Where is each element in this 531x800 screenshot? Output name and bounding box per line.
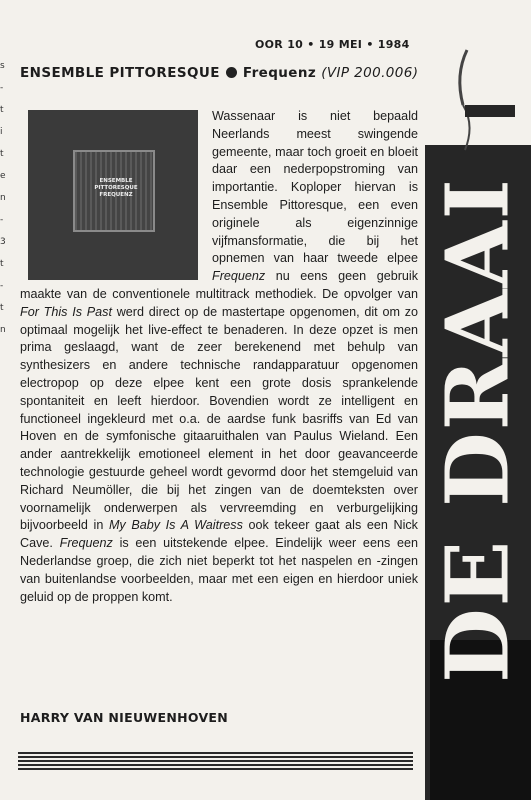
fragment: n: [0, 193, 6, 203]
bullet-icon: [226, 67, 237, 78]
bottom-rule: [18, 752, 413, 770]
cover-lettering: [86, 178, 146, 199]
fragment: -: [0, 281, 4, 291]
fragment: t: [0, 303, 4, 313]
fragment: -: [0, 83, 4, 93]
cover-line: PITTORESQUE: [94, 185, 138, 191]
fragment: e: [0, 171, 6, 181]
fragment: i: [0, 127, 3, 137]
section-logo: DE DRAAI: [427, 177, 529, 683]
album-title-inline: Frequenz: [212, 269, 266, 284]
review-heading: [20, 64, 425, 82]
album-title-inline: Frequenz: [59, 536, 113, 551]
fragment: -: [0, 215, 4, 225]
fragment: t: [0, 259, 4, 269]
body-segment: nu eens geen gebruik maakte van de conventionele multitrack methodiek. De opvolger van: [20, 269, 418, 301]
artist-name: ENSEMBLE PITTORESQUE: [20, 65, 220, 81]
album-cover-image: [28, 110, 198, 280]
previous-album-title: For This Is Past: [20, 304, 112, 319]
review-author: HARRY VAN NIEUWENHOVEN: [20, 710, 229, 725]
cover-line: ENSEMBLE: [99, 178, 133, 184]
section-corner-mark: [445, 45, 515, 155]
adjacent-column-fragments: [0, 55, 12, 341]
catalog-number: (VIP 200.006): [321, 65, 419, 81]
album-title: Frequenz: [242, 65, 317, 81]
cover-line: FREQUENZ: [99, 192, 133, 198]
fragment: 3: [0, 237, 6, 247]
fragment: t: [0, 149, 4, 159]
issue-dateline: OOR 10 • 19 MEI • 1984: [255, 38, 410, 51]
song-title: My Baby Is A Waitress: [108, 518, 243, 533]
body-segment: werd direct op de mastertape opgenomen, dit om zo optimaal mogelijk het live-effect te benaderen. In deze opzet is men prima geslaagd, want de zeer berekenend met behulp van synthesizers en andere technische randapparatuur opgenomen electropop op deze elpee kent een grote dosis sprankelende spontaniteit en leeft hierdoor. Bovendien wordt ze intelligent en functioneel ingekleurd met o.a. de aardse funk basriffs van Ed van Hoven en de symfonische gitaaruithalen van Paulus Wieland. Een ander aantrekkelijk emotioneel element in het door geavanceerde technologie gestuurde geheel wordt gevormd door het stemgeluid van Richard Neumöller, die bij het zingen van de doemteksten over voornamelijk onderwerpen als vervreemding en verburgelijking bijvoorbeeld in: [20, 304, 418, 533]
fragment: s: [0, 61, 5, 71]
body-segment: ook tekeer gaat als een Nick Cave.: [20, 518, 418, 551]
fragment: n: [0, 325, 6, 335]
fragment: t: [0, 105, 4, 115]
body-segment: Wassenaar is niet bepaald Neerlands meest swingende gemeente, maar toch groeit en bloeit daar een nederpopstroming van importantie. Koploper hiervan is Ensemble Pittoresque, een even originele als eigenzinnige vijfmansformatie, die bij het opnemen van haar tweede elpee: [212, 109, 418, 266]
body-segment: is een uitstekende elpee. Eindelijk weer eens een Nederlandse groep, die zich niet beperkt tot het naspelen en -zingen van buitenlandse voorbeelden, maar met een eigen en hierdoor uniek geluid op de proppen komt.: [20, 536, 418, 604]
